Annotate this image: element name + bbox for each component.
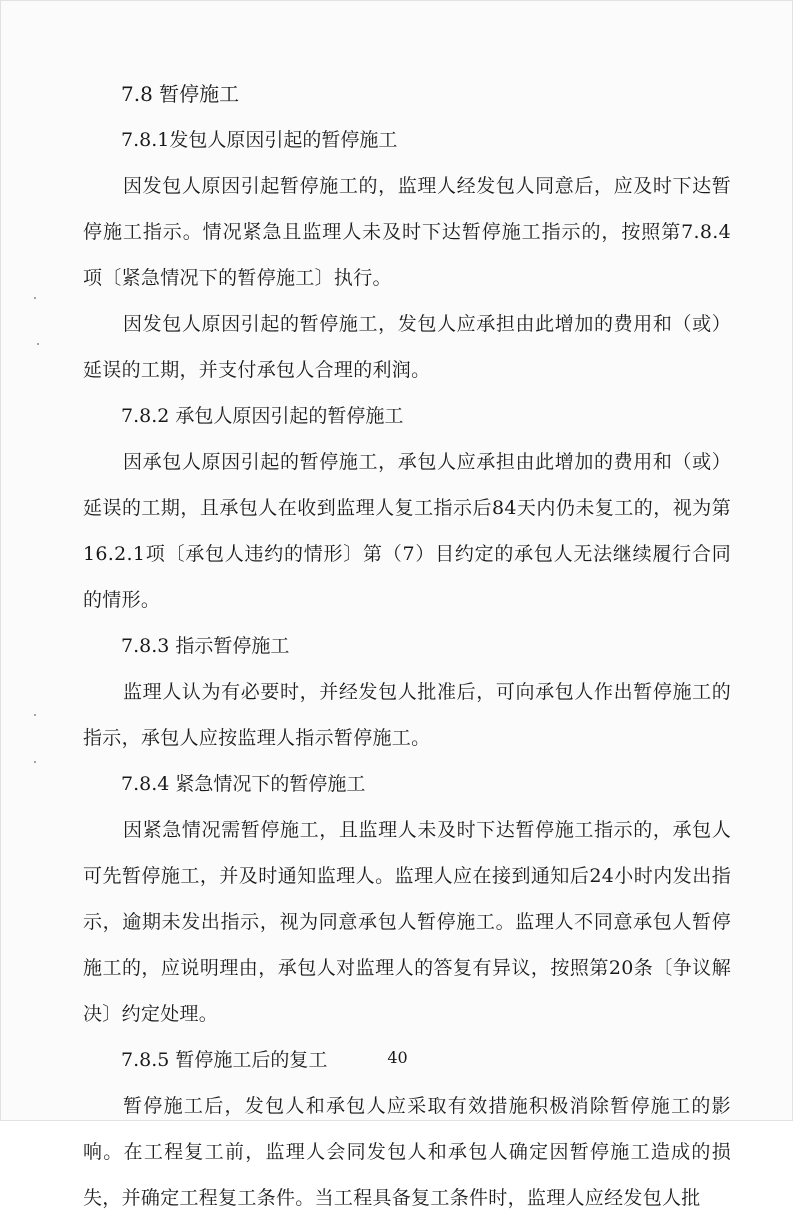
subsection-7-8-4	[83, 761, 731, 1037]
scan-speck	[37, 343, 39, 345]
subsection-heading: 7.8.5 暂停施工后的复工	[121, 1049, 328, 1071]
paragraph: 暂停施工后，发包人和承包人应采取有效措施积极消除暂停施工的影响。在工程复工前，监理人会同发包人和承包人确定因暂停施工造成的损失，并确定工程复工条件。当工程具备复工条件时，监理人应经发包人批	[83, 1095, 731, 1209]
page-number: 40	[387, 1048, 408, 1067]
subsection-7-8-3	[83, 623, 731, 761]
paragraph: 因承包人原因引起的暂停施工，承包人应承担由此增加的费用和（或）延误的工期，且承包人在收到监理人复工指示后84天内仍未复工的，视为第16.2.1项〔承包人违约的情形〕第（7）目约定的承包人无法继续履行合同的情形。	[83, 451, 731, 611]
subsection-heading: 7.8.3 指示暂停施工	[121, 635, 290, 657]
section-title: 7.8 暂停施工	[121, 82, 240, 106]
subsection-heading: 7.8.4 紧急情况下的暂停施工	[121, 773, 366, 795]
subsection-heading: 7.8.1发包人原因引起的暂停施工	[121, 129, 398, 151]
paragraph: 因发包人原因引起的暂停施工，发包人应承担由此增加的费用和（或）延误的工期，并支付承包人合理的利润。	[83, 313, 731, 381]
scan-speck	[34, 761, 36, 763]
paragraph: 监理人认为有必要时，并经发包人批准后，可向承包人作出暂停施工的指示，承包人应按监理人指示暂停施工。	[83, 681, 731, 749]
subsection-heading: 7.8.2 承包人原因引起的暂停施工	[121, 405, 404, 427]
subsection-7-8-2	[83, 393, 731, 623]
subsection-7-8-1	[83, 117, 731, 393]
scan-speck	[34, 714, 36, 716]
paragraph: 因紧急情况需暂停施工，且监理人未及时下达暂停施工指示的，承包人可先暂停施工，并及时通知监理人。监理人应在接到通知后24小时内发出指示，逾期未发出指示，视为同意承包人暂停施工。监理人不同意承包人暂停施工的，应说明理由，承包人对监理人的答复有异议，按照第20条〔争议解决〕约定处理。	[83, 819, 731, 1025]
paragraph: 因发包人原因引起暂停施工的，监理人经发包人同意后，应及时下达暂停施工指示。情况紧急且监理人未及时下达暂停施工指示的，按照第7.8.4项〔紧急情况下的暂停施工〕执行。	[83, 175, 731, 289]
scan-speck	[34, 297, 36, 299]
